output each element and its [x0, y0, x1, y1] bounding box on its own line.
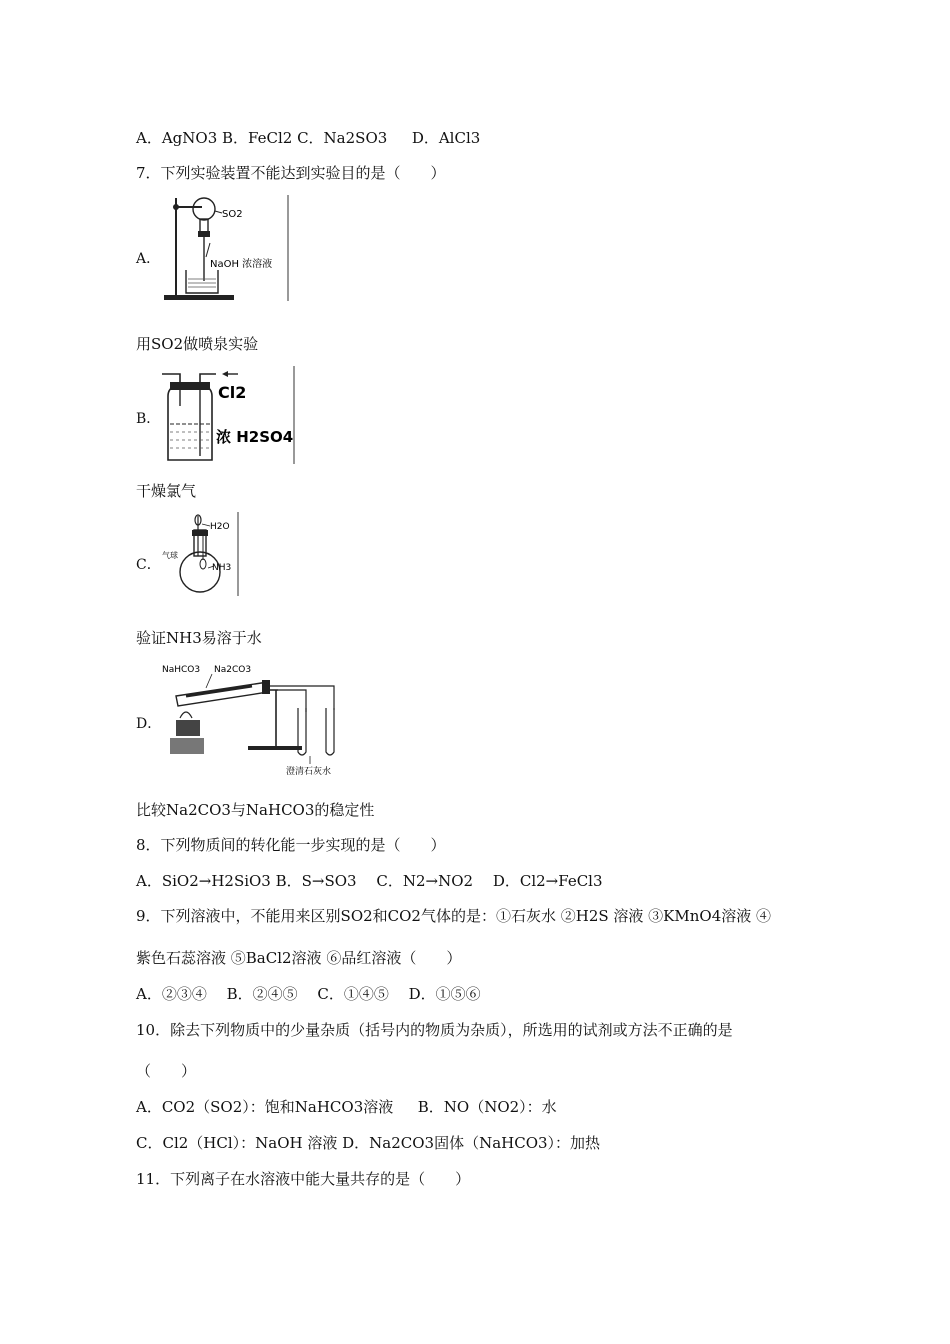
- q7-option-c-figure: [160, 512, 242, 598]
- fig-a-label-naoh: NaOH 浓溶液: [210, 259, 273, 270]
- q11-stem: 11．下列离子在水溶液中能大量共存的是（ ）: [136, 1170, 471, 1188]
- q9-stem-line2: 紫色石蕊溶液 ⑤BaCl2溶液 ⑥品红溶液（ ）: [136, 949, 462, 967]
- fig-a-label-so2: SO2: [222, 209, 243, 220]
- q7-option-d-figure: [160, 660, 344, 780]
- fig-c-label-balloon: 气球: [162, 551, 178, 560]
- q8-options: A．SiO2→H2SiO3 B．S→SO3 C．N2→NO2 D．Cl2→FeCl3: [136, 872, 603, 890]
- q9-options: A．②③④ B．②④⑤ C．①④⑤ D．①⑤⑥: [136, 985, 481, 1003]
- q7-stem: 7．下列实验装置不能达到实验目的是（ ）: [136, 164, 446, 182]
- q10-stem-line2: （ ）: [136, 1062, 197, 1080]
- q7-option-b-letter: B．: [136, 411, 161, 427]
- q7-option-c-letter: C．: [136, 557, 161, 573]
- q7-option-d-caption: 比较Na2CO3与NaHCO3的稳定性: [136, 801, 375, 819]
- fig-b-label-h2so4: 浓 H2SO4: [216, 428, 294, 446]
- q7-option-b-caption: 干燥氯气: [136, 482, 197, 500]
- q10-options-line1: A．CO2（SO2）：饱和NaHCO3溶液 B．NO（NO2）：水: [136, 1098, 557, 1116]
- q7-option-a-caption: 用SO2做喷泉实验: [136, 335, 259, 353]
- fig-d-label-nahco3: NaHCO3: [162, 665, 201, 675]
- fig-d-label-limewater: 澄清石灰水: [286, 767, 332, 777]
- fig-b-label-cl2: Cl2: [218, 383, 247, 402]
- q10-stem-line1: 10．除去下列物质中的少量杂质（括号内的物质为杂质），所选用的试剂或方法不正确的是: [136, 1021, 733, 1039]
- q8-stem: 8．下列物质间的转化能一步实现的是（ ）: [136, 836, 446, 854]
- q7-option-d-letter: D．: [136, 716, 162, 732]
- q7-option-a-figure: [160, 195, 292, 303]
- q7-option-c-caption: 验证NH3易溶于水: [136, 629, 262, 647]
- fig-c-label-h2o: H2O: [210, 522, 230, 532]
- fig-c-label-nh3: NH3: [212, 563, 232, 573]
- q6-options: A．AgNO3 B．FeCl2 C．Na2SO3 D．AlCl3: [136, 129, 481, 147]
- q7-option-a-letter: A．: [136, 251, 161, 267]
- q10-options-line2: C．Cl2（HCl）：NaOH 溶液 D．Na2CO3固体（NaHCO3）：加热: [136, 1134, 601, 1152]
- q9-stem-line1: 9．下列溶液中，不能用来区别SO2和CO2气体的是：①石灰水 ②H2S 溶液 ③KMnO4溶液 ④: [136, 907, 772, 925]
- q7-option-b-figure: [160, 366, 298, 466]
- fig-d-label-na2co3: Na2CO3: [214, 665, 252, 675]
